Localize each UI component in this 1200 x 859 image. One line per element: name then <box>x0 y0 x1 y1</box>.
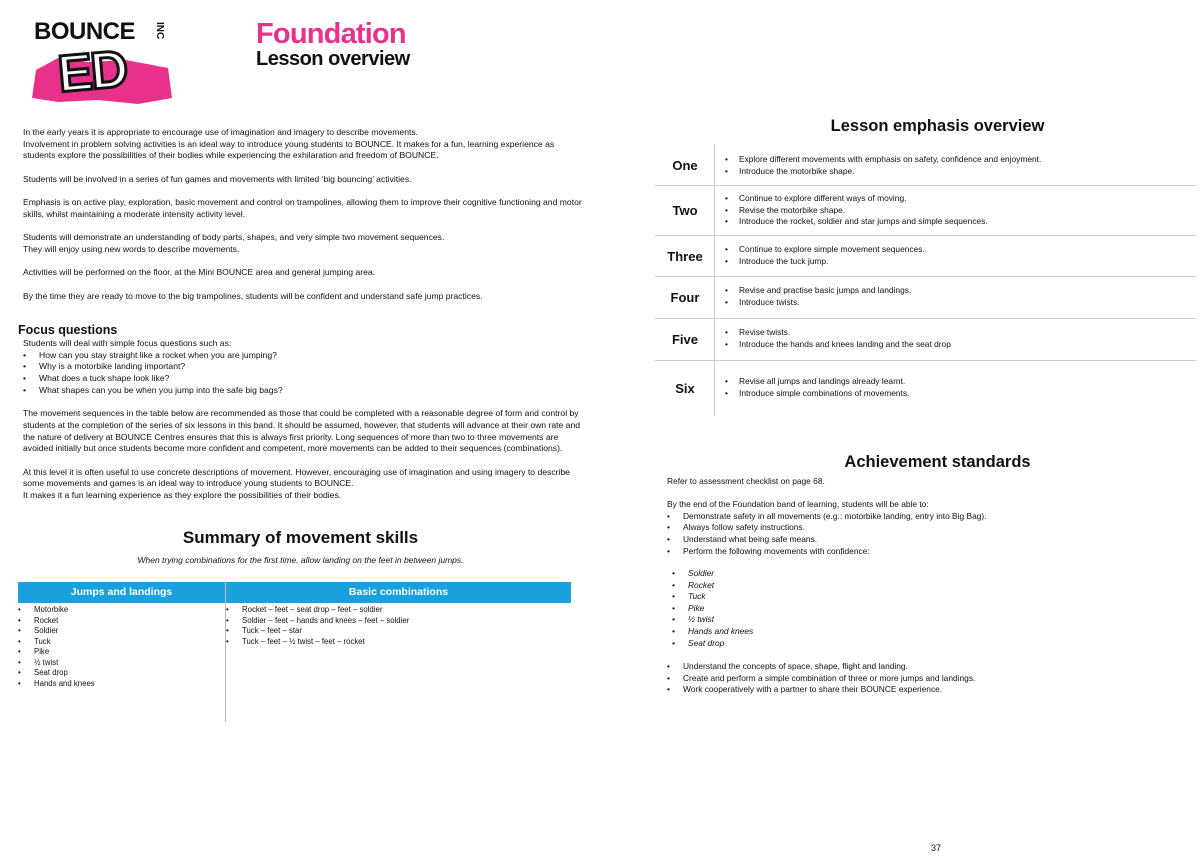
jumps-header: Jumps and landings <box>18 582 225 603</box>
jumps-list <box>18 605 218 689</box>
movement-item: • Rocket <box>672 580 972 592</box>
jump-item: • Hands and knees <box>18 679 218 690</box>
lesson-item: • Revise twists. <box>725 327 951 339</box>
achievement-list <box>667 511 1187 557</box>
jump-item: • Soldier <box>18 626 218 637</box>
lesson-items <box>725 154 1041 177</box>
lesson-items <box>725 193 988 228</box>
achievement-item: • Perform the following movements with confidence: <box>667 546 1187 558</box>
jump-item: • Rocket <box>18 616 218 627</box>
emphasis-row-four <box>655 277 1196 319</box>
combinations-list <box>226 605 566 647</box>
achievement-title: Achievement standards <box>844 453 1031 471</box>
lesson-label: One <box>672 158 698 173</box>
lesson-item: • Continue to explore simple movement sequences. <box>725 244 925 256</box>
lesson-item: • Revise the motorbike shape. <box>725 205 988 217</box>
achievement-outro <box>667 661 1187 696</box>
achievement-item: • Demonstrate safety in all movements (e.g.: motorbike landing, entry into Big Bag). <box>667 511 1187 523</box>
lesson-item: • Introduce twists. <box>725 297 911 309</box>
lesson-item: • Introduce simple combinations of movements. <box>725 388 909 400</box>
focus-question: • How can you stay straight like a rocket when you are jumping? <box>23 350 583 362</box>
intro-paragraph: Activities will be performed on the floor, at the Mini BOUNCE area and general jumping area. <box>23 267 376 278</box>
lesson-label: Five <box>671 332 698 347</box>
lesson-label: Four <box>670 290 700 305</box>
emphasis-title: Lesson emphasis overview <box>830 117 1045 135</box>
lesson-item: • Revise all jumps and landings already learnt. <box>725 376 909 388</box>
combinations-column <box>226 605 566 647</box>
focus-heading: Focus questions <box>18 323 118 337</box>
jump-item: • Tuck <box>18 637 218 648</box>
intro-text <box>23 127 588 302</box>
movement-skills-table <box>18 582 571 722</box>
lesson-label: Three <box>667 249 703 264</box>
combination-item: • Tuck – feet – ½ twist – feet – rocket <box>226 637 566 648</box>
movement-item: • ½ twist <box>672 614 972 626</box>
lesson-item: • Explore different movements with emphasis on safety, confidence and enjoyment. <box>725 154 1041 166</box>
logo-ed: ED <box>55 40 129 104</box>
logo-inc: INC <box>154 22 165 40</box>
jump-item: • Pike <box>18 647 218 658</box>
intro-paragraph: By the time they are ready to move to the big trampolines, students will be confident and understand safe jump practices. <box>23 290 483 301</box>
focus-question: • Why is a motorbike landing important? <box>23 361 583 373</box>
lesson-item: • Introduce the hands and knees landing and the seat drop <box>725 339 951 351</box>
lesson-label: Two <box>672 203 698 218</box>
summary-title: Summary of movement skills <box>182 528 419 547</box>
achievement-item: • Understand the concepts of space, shape, flight and landing. <box>667 661 1187 673</box>
focus-question: • What does a tuck shape look like? <box>23 373 583 385</box>
achievement-lead: By the end of the Foundation band of learning, students will be able to: <box>667 499 929 510</box>
achievement-list-2 <box>667 661 1187 696</box>
lesson-item: • Continue to explore different ways of moving. <box>725 193 988 205</box>
intro-paragraph: Emphasis is on active play, exploration, basic movement and control on trampolines, allowing them to improve their cognitive functioning and motor skills, whilst maintaining a moderate intensity activity level. <box>23 197 582 219</box>
lesson-item: • Introduce the tuck jump. <box>725 256 925 268</box>
movement-item: • Hands and knees <box>672 626 972 638</box>
lesson-items <box>725 285 911 308</box>
page-subtitle: Lesson overview <box>256 48 410 70</box>
movement-item: • Seat drop <box>672 638 972 650</box>
jump-item: • Motorbike <box>18 605 218 616</box>
lesson-item: • Introduce the rocket, soldier and star jumps and simple sequences. <box>725 216 988 228</box>
achievement-item: • Always follow safety instructions. <box>667 522 1187 534</box>
intro-paragraph: Students will be involved in a series of fun games and movements with limited ‘big bouncing’ activities. <box>23 173 412 184</box>
achievement-intro <box>667 476 1187 557</box>
movement-item: • Tuck <box>672 591 972 603</box>
lesson-items <box>725 244 925 267</box>
imagery-paragraph: At this level it is often useful to use concrete descriptions of movement. However, encouraging use of imagination and using imagery to describe some movements and games is an ideal way to introduce young students to BOUNCE. It makes it a fun learning experience as they explore the possibilities of their bodies. <box>23 466 570 501</box>
jump-item: • ½ twist <box>18 658 218 669</box>
achievement-item: • Work cooperatively with a partner to share their BOUNCE experience. <box>667 684 1187 696</box>
lesson-items <box>725 327 951 350</box>
movement-item: • Soldier <box>672 568 972 580</box>
lesson-items <box>725 376 909 399</box>
focus-question-list <box>23 350 583 397</box>
emphasis-row-six <box>655 361 1196 416</box>
page-title: Foundation <box>256 18 406 50</box>
movements-list-block <box>672 568 972 649</box>
table-divider <box>225 582 226 722</box>
lesson-item: • Introduce the motorbike shape. <box>725 166 1041 178</box>
jumps-column <box>18 605 218 689</box>
bounce-ed-logo <box>28 18 178 106</box>
combinations-header: Basic combinations <box>226 582 571 603</box>
combination-item: • Soldier – feet – hands and knees – feet – soldier <box>226 616 566 627</box>
combination-item: • Tuck – feet – star <box>226 626 566 637</box>
achievement-item: • Understand what being safe means. <box>667 534 1187 546</box>
emphasis-row-one <box>655 144 1196 186</box>
achievement-item: • Create and perform a simple combination of three or more jumps and landings. <box>667 673 1187 685</box>
movement-item: • Pike <box>672 603 972 615</box>
focus-lead: Students will deal with simple focus questions such as: <box>23 338 232 348</box>
emphasis-row-five <box>655 319 1196 361</box>
movements-list <box>672 568 972 649</box>
intro-paragraph: In the early years it is appropriate to encourage use of imagination and imagery to describe movements. Involvement in problem solving activities is an ideal way to introduce young students to BOUNCE. It makes for a fun, learning experience as students explore the possibilities of their bodies while experiencing the exhilaration and freedom of BOUNCE. <box>23 127 555 161</box>
sequence-paragraph: The movement sequences in the table below are recommended as those that could be completed with a reasonable degree of form and control by students at the completion of the series of six lessons in this band. It should be assumed, however, that students will advance at their own rate and the nature of delivery at BOUNCE Centres ensures that this is always first priority. Long sequences of more than two to three movements are avoided initially but once students become more confident and competent, more movements can be added to their sequences (combinations). <box>23 408 581 454</box>
summary-note: When trying combinations for the first time, allow landing on the feet in between jumps. <box>137 555 464 565</box>
intro-paragraph: Students will demonstrate an understanding of body parts, shapes, and very simple two movement sequences. They will enjoy using new words to describe movements. <box>23 232 445 254</box>
focus-question: • What shapes can you be when you jump into the safe big bags? <box>23 385 583 397</box>
combination-item: • Rocket – feet – seat drop – feet – soldier <box>226 605 566 616</box>
logo-wordmark: BOUNCE <box>34 18 136 45</box>
lesson-label: Six <box>675 381 695 396</box>
emphasis-row-three <box>655 236 1196 277</box>
focus-section <box>23 338 583 502</box>
emphasis-row-two <box>655 186 1196 236</box>
jump-item: • Seat drop <box>18 668 218 679</box>
assessment-reference: Refer to assessment checklist on page 68. <box>667 476 825 486</box>
page-number: 37 <box>931 843 942 853</box>
lesson-item: • Revise and practise basic jumps and landings. <box>725 285 911 297</box>
